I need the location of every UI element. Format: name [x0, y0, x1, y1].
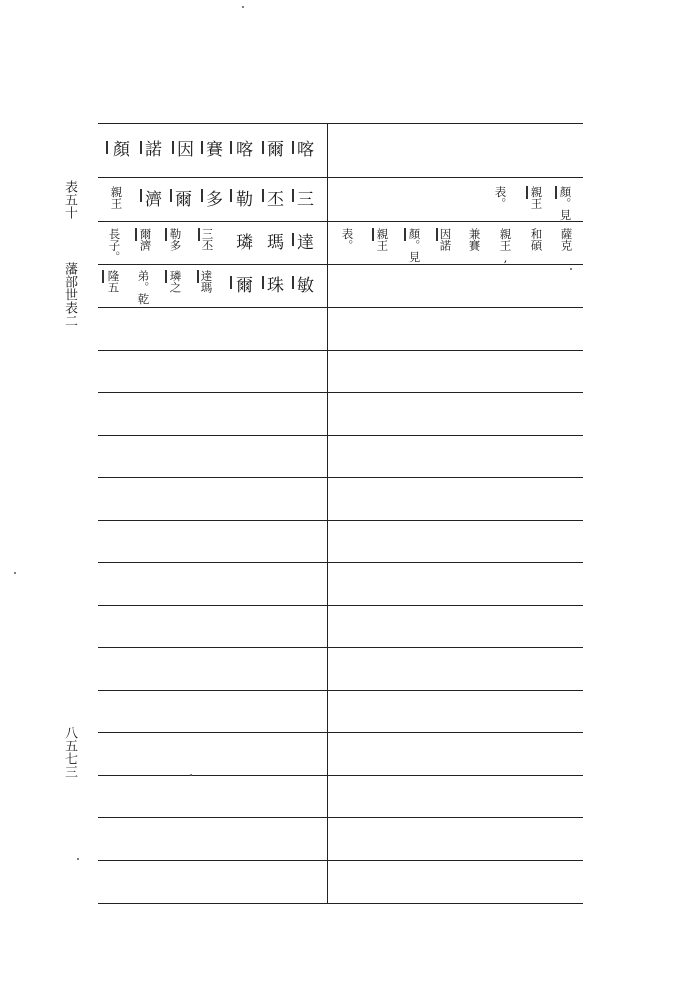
- row-rule: [98, 392, 583, 393]
- row-rule: [98, 221, 583, 222]
- annotation: 璘之: [168, 270, 183, 293]
- table-title: 表五十: [62, 180, 77, 219]
- annotation: 弟。乾: [136, 270, 151, 305]
- name-char: 諾: [141, 140, 161, 157]
- name-char: 敏: [293, 276, 313, 293]
- annotation: 親王: [375, 228, 390, 251]
- column-divider: [327, 123, 328, 903]
- annotation: 顏。見: [558, 186, 573, 221]
- annotation: 親王,: [498, 228, 513, 265]
- annotation: 和碩: [529, 228, 544, 251]
- annotation: 薩克: [559, 228, 574, 251]
- annotation: 表。: [493, 186, 508, 209]
- name-char: 濟: [141, 190, 161, 207]
- scan-speck: [570, 268, 572, 270]
- page-number: 八五七三: [62, 726, 77, 778]
- name-char: 賽: [202, 140, 222, 157]
- name-char: 瑪: [263, 233, 283, 250]
- name-char: 珠: [263, 276, 283, 293]
- name-char: 因: [173, 140, 193, 157]
- row-rule: [98, 477, 583, 478]
- row-rule: [98, 520, 583, 521]
- table-bottom-rule: [98, 903, 583, 904]
- row-rule: [98, 817, 583, 818]
- section-title: 藩部世表二: [62, 262, 77, 327]
- annotation: 長子。: [107, 228, 122, 263]
- annotation: 兼賽: [467, 228, 482, 251]
- scan-speck: [77, 858, 79, 860]
- annotation: 爾濟: [138, 228, 153, 251]
- row-rule: [98, 605, 583, 606]
- annotation: 親王: [109, 186, 124, 209]
- name-char: 喀: [232, 140, 252, 157]
- name-char: 爾: [232, 276, 252, 293]
- row-rule: [98, 307, 583, 308]
- row-rule: [98, 177, 583, 178]
- name-char: 爾: [171, 190, 191, 207]
- name-char: 丕: [263, 190, 283, 207]
- name-char: 三: [293, 190, 313, 207]
- name-char: 喀: [293, 140, 313, 157]
- row-rule: [98, 860, 583, 861]
- row-rule: [98, 732, 583, 733]
- scan-speck: [190, 774, 192, 776]
- name-char: 顏: [109, 140, 129, 157]
- annotation: 因諾: [438, 228, 453, 251]
- row-rule: [98, 775, 583, 776]
- name-char: 達: [293, 233, 313, 250]
- annotation: 顏。見: [407, 228, 422, 263]
- name-char: 爾: [263, 140, 283, 157]
- annotation: 親王: [529, 186, 544, 209]
- annotation: 三丕: [200, 228, 215, 251]
- name-char: 璘: [232, 233, 252, 250]
- scan-speck: [242, 6, 244, 8]
- annotation: 勒多: [168, 228, 183, 251]
- row-rule: [98, 690, 583, 691]
- name-char: 勒: [232, 190, 252, 207]
- annotation: 隆五: [106, 270, 121, 293]
- scan-speck: [14, 572, 16, 574]
- table-top-rule: [98, 123, 583, 124]
- row-rule: [98, 562, 583, 563]
- annotation: 達瑪: [199, 270, 214, 293]
- annotation: 表。: [340, 228, 355, 251]
- row-rule: [98, 435, 583, 436]
- row-rule: [98, 350, 583, 351]
- name-char: 多: [202, 190, 222, 207]
- row-rule: [98, 647, 583, 648]
